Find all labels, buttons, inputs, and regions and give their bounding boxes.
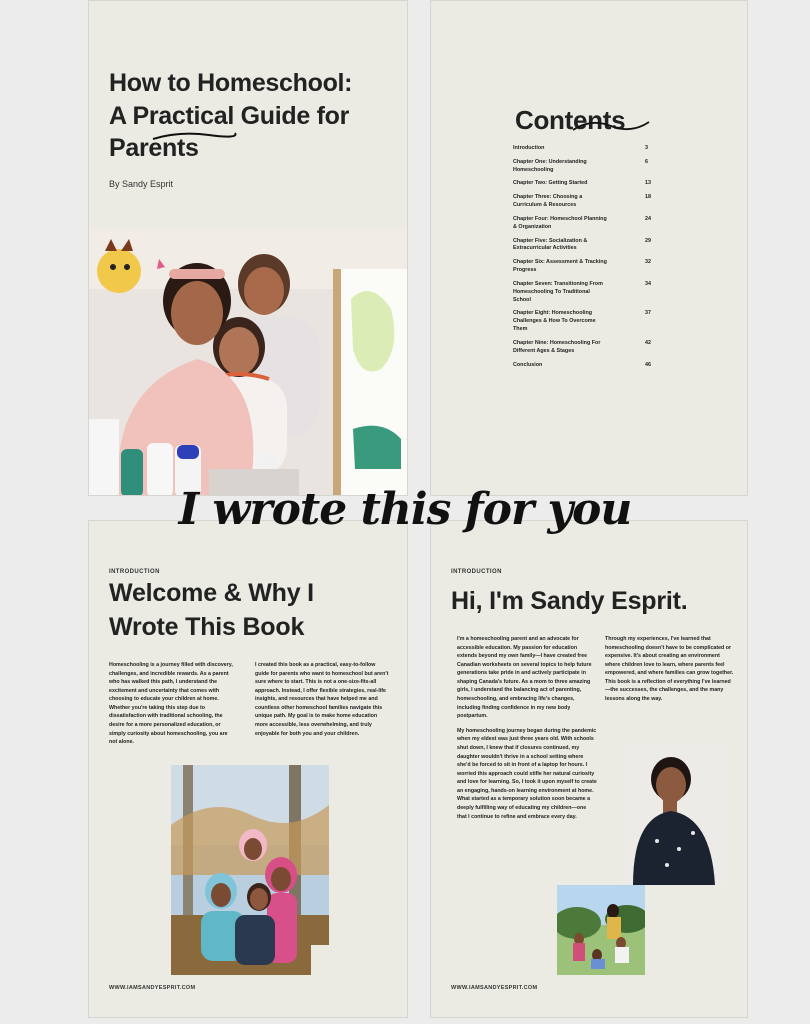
toc-entry-page: 34 [645,280,651,287]
underline-squiggle-icon [149,127,239,145]
family-outdoor-photo [171,765,329,975]
toc-entry-page: 3 [645,145,648,151]
toc-entry[interactable] [513,238,653,254]
about-column-2: Through my experiences, I've learned that homeschooling doesn't have to be complicated or expensive. It's about creating an environment where children love to learn, where parents feel empowered, and where families can grow together. This book is a reflection of everything I've learned—the successes, the challenges, and the many lessons along the way. [605,636,734,703]
cover-author: By Sandy Esprit [109,179,174,189]
toc-entry-label: Conclusion [513,361,543,368]
intro-page [88,520,408,1018]
toc-entry-page: 46 [645,361,651,368]
cover-title [109,67,399,165]
toc-entry[interactable] [513,159,653,175]
section-kicker: INTRODUCTION [109,569,160,575]
intro-column-2: I created this book as a practical, easy-to-follow guide for parents who want to homeschool but aren't sure where to start. This is not a one-size-fits-all approach. Instead, I offer flexible strategies, real-life insights, and resources that have helped me and countless other homeschool families navigate this unique path. My goal is to make home education more accessible, less overwhelming, and truly enjoyable for both you and your children. [255,662,389,737]
about-page [430,520,748,1018]
intro-title [109,577,314,645]
toc-entry[interactable] [513,216,653,232]
toc-entry-label: Introduction [513,145,545,151]
author-portrait-photo [623,745,727,885]
contents-page [430,0,748,496]
toc-entry-page: 37 [645,310,651,317]
toc-entry-label: Chapter Seven: Transitioning From Homeschooling To Traditional School [513,280,603,303]
toc-entry-page: 13 [645,180,651,187]
toc-entry-page: 29 [645,237,651,244]
intro-title-line: Wrote This Book [109,612,305,641]
toc-entry[interactable] [513,194,653,210]
toc-entry-label: Chapter Six: Assessment & Tracking Progress [513,259,607,274]
intro-column-1: Homeschooling is a journey filled with discovery, challenges, and incredible rewards. As a parent who has walked this path, I understand the excitement and uncertainty that comes with choosing to educate your children at home. Whether you're taking this step due to dissatisfaction with traditional schooling, the desire for a more personalized education, or simply curiosity about homeschooling, you are not alone. [109,662,233,746]
about-paragraph: My homeschooling journey began during the pandemic when my eldest was just three years old. With schools shut down, I knew that if closures continued, my daughter wouldn't thrive in a school setting where she'd be forced to sit in front of a laptop for hours. I worried this approach could stifle her natural curiosity and love for learning. So, I took it upon myself to create an engaging, hands-on learning environment at home. What started as a temporary solution soon became a deeply fulfilling way of educating my children—one that I continue to refine and embrace every day. [457,727,597,820]
about-paragraph: I'm a homeschooling parent and an advocate for accessible education. My passion for education extends beyond my own family—I have created free Canadian worksheets on several topics to help future generations take pride in and actively participate in shaping Canada's future. As a mom to three amazing girls, I understand the balancing act of parenting, homeschooling, and embracing life's changes, including finding confidence in my new body postpartum. [457,636,592,720]
overlay-caption: I wrote this for you [178,484,632,535]
about-title: Hi, I'm Sandy Esprit. [451,587,688,615]
underline-squiggle-icon [571,114,651,136]
toc-entry[interactable] [513,145,653,153]
cover-family-photo [89,229,408,496]
toc-entry[interactable] [513,180,653,188]
family-park-photo [557,885,645,975]
toc-entry-page: 6 [645,158,648,165]
about-column-1 [457,635,597,821]
footer-url[interactable]: WWW.IAMSANDYESPRIT.COM [451,985,538,991]
toc-entry[interactable] [513,281,653,304]
toc-entry-label: Chapter Five: Socialization & Extracurricular Activities [513,237,588,252]
cover-title-line: A Practical Guide for [109,101,350,130]
toc-entry-page: 18 [645,194,651,201]
toc-entry-page: 42 [645,339,651,346]
toc-entry-label: Chapter Two: Getting Started [513,180,588,187]
intro-title-line: Welcome & Why I [109,579,314,607]
toc-entry-label: Chapter Three: Choosing a Curriculum & Resources [513,194,583,209]
toc-entry[interactable] [513,362,653,370]
toc-entry-page: 32 [645,259,651,266]
toc-entry-label: Chapter Four: Homeschool Planning & Organization [513,215,607,230]
toc-entry[interactable] [513,340,653,356]
toc-entry[interactable] [513,259,653,275]
footer-url[interactable]: WWW.IAMSANDYESPRIT.COM [109,985,196,991]
section-kicker: INTRODUCTION [451,569,502,575]
toc-entry-label: Chapter Nine: Homeschooling For Different Ages & Stages [513,339,601,354]
toc-entry-label: Chapter One: Understanding Homeschooling [513,158,587,173]
toc-entry-label: Chapter Eight: Homeschooling Challenges & How To Overcome Them [513,310,596,333]
toc-entry-page: 24 [645,215,651,222]
cover-title-line: Parents [109,134,199,162]
toc-entry[interactable] [513,310,653,333]
toc-list [513,145,653,375]
contents-title: Contents [515,105,626,135]
cover-title-line: How to Homeschool: [109,69,353,97]
cover-page [88,0,408,496]
